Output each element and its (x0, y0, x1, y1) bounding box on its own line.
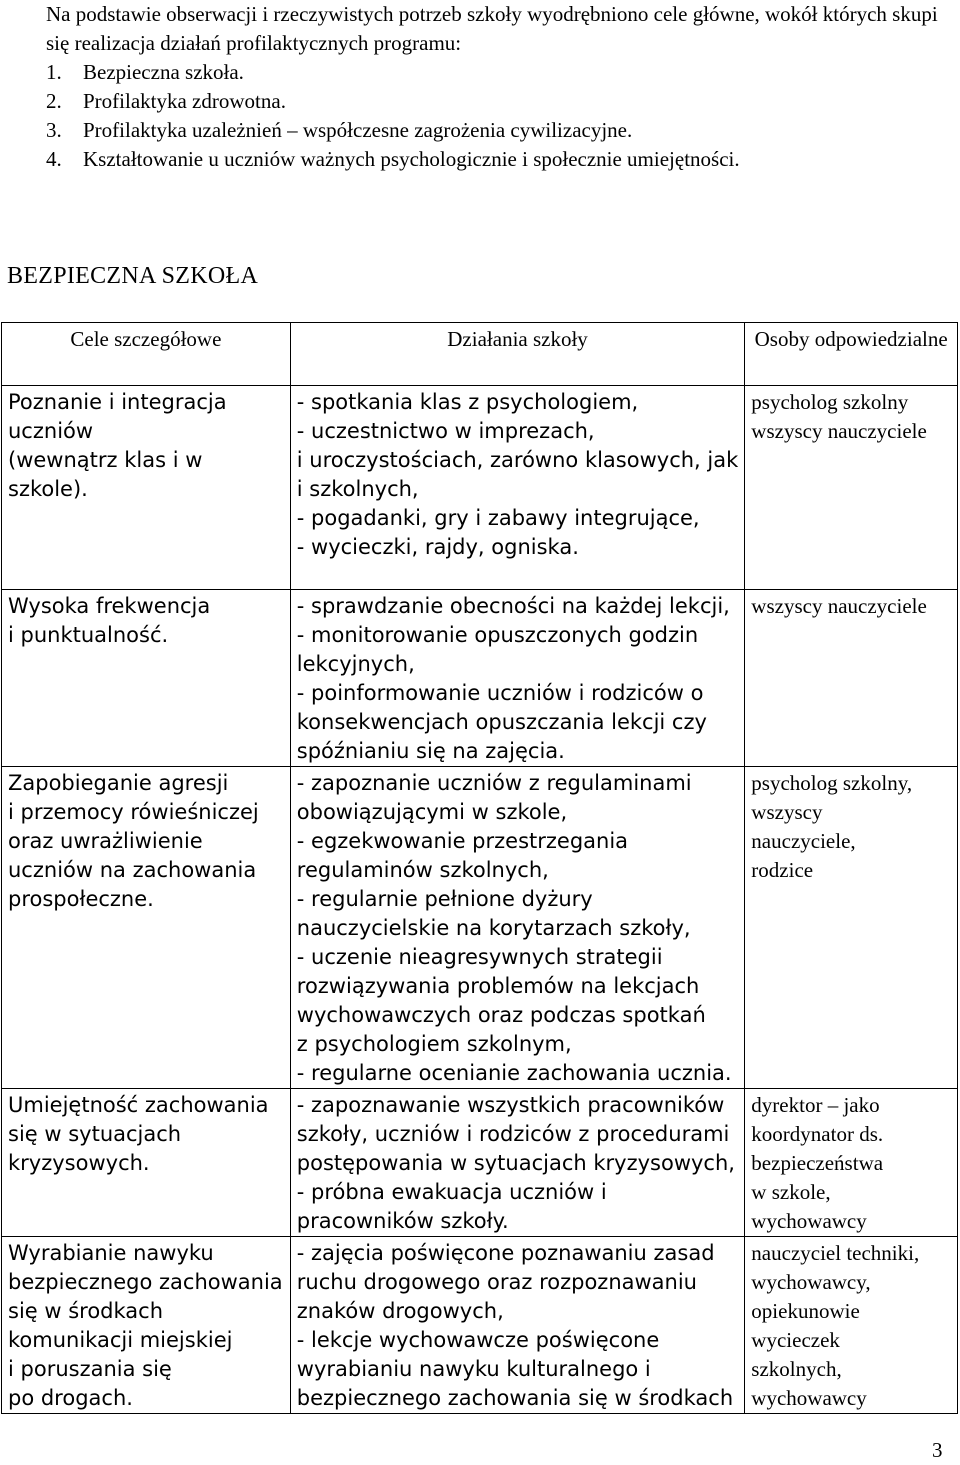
actions-cell (290, 1089, 745, 1237)
cell-line: i poruszania się (8, 1357, 172, 1381)
cell-line: oraz uwrażliwienie (8, 829, 203, 853)
cell-line: - zapoznanie uczniów z regulaminami (296, 771, 692, 795)
cell-line: obowiązującymi w szkole, (296, 800, 568, 824)
actions-cell (290, 386, 745, 590)
cell-line: psycholog szkolny (751, 390, 909, 414)
cell-line: bezpiecznego zachowania (8, 1270, 283, 1294)
goal-item: 1. Bezpieczna szkoła. (46, 60, 244, 84)
cell-line: - zajęcia poświęcone poznawaniu zasad (296, 1241, 715, 1265)
cell-line: nauczyciele, (751, 829, 856, 853)
cell-line: postępowania w sytuacjach kryzysowych, (296, 1151, 735, 1175)
intro-paragraph: Na podstawie obserwacji i rzeczywistych potrzeb szkoły wyodrębniono cele główne, wokół których skupi się realizacja działań profilaktycznych programu: (46, 2, 938, 55)
cell-line: bezpieczeństwa (751, 1151, 884, 1175)
cell-line: bezpiecznego zachowania się w środkach (296, 1386, 734, 1410)
cell-line: wychowawcy, (751, 1270, 871, 1294)
table-row (2, 1237, 958, 1414)
cell-line: z psychologiem szkolnym, (296, 1032, 572, 1056)
goal-cell (2, 767, 291, 1089)
cell-line: nauczyciel techniki, (751, 1241, 920, 1265)
responsible-cell (745, 767, 958, 1089)
cell-line: koordynator ds. (751, 1122, 884, 1146)
goal-cell (2, 590, 291, 767)
table-row (2, 767, 958, 1089)
cell-line: ruchu drogowego oraz rozpoznawaniu (296, 1270, 697, 1294)
goal-cell (2, 1237, 291, 1414)
cell-line: wychowawcy (751, 1386, 867, 1410)
actions-cell (290, 767, 745, 1089)
cell-line: się w środkach (8, 1299, 164, 1323)
cell-line: wycieczek (751, 1328, 840, 1352)
cell-line: wyrabianiu nawyku kulturalnego i (296, 1357, 651, 1381)
goal-cell (2, 386, 291, 590)
cell-line: - zapoznawanie wszystkich pracowników (296, 1093, 725, 1117)
header-responsible: Osoby odpowiedzialne (745, 323, 958, 386)
cell-line: Wysoka frekwencja (8, 594, 211, 618)
main-goals-list (46, 58, 951, 174)
cell-line: się w sytuacjach (8, 1122, 182, 1146)
cell-line: Wyrabianie nawyku (8, 1241, 214, 1265)
cell-line: - lekcje wychowawcze poświęcone (296, 1328, 660, 1352)
responsible-cell (745, 1089, 958, 1237)
cell-line: w szkole, (751, 1180, 831, 1204)
cell-line: kryzysowych. (8, 1151, 150, 1175)
responsible-cell (745, 590, 958, 767)
cell-line: pracowników szkoły. (296, 1209, 509, 1233)
cell-line: - regularnie pełnione dyżury (296, 887, 593, 911)
cell-line: Poznanie i integracja (8, 390, 227, 414)
cell-line: - pogadanki, gry i zabawy integrujące, (296, 506, 700, 530)
cell-line: rodzice (751, 858, 814, 882)
cell-line: wszyscy nauczyciele (751, 419, 927, 443)
cell-line: rozwiązywania problemów na lekcjach (296, 974, 700, 998)
cell-line: wychowawczych oraz podczas spotkań (296, 1003, 706, 1027)
cell-line: lekcyjnych, (296, 652, 415, 676)
cell-line: szkolnych, (751, 1357, 842, 1381)
cell-line: - monitorowanie opuszczonych godzin (296, 623, 699, 647)
cell-line: spóźnianiu się na zajęcia. (296, 739, 565, 763)
cell-line: uczniów na zachowania (8, 858, 257, 882)
actions-cell (290, 1237, 745, 1414)
table-row (2, 1089, 958, 1237)
goal-item: 2. Profilaktyka zdrowotna. (46, 89, 286, 113)
cell-line: - sprawdzanie obecności na każdej lekcji, (296, 594, 730, 618)
section-title: BEZPIECZNA SZKOŁA (7, 263, 259, 289)
responsible-cell (745, 1237, 958, 1414)
cell-line: - wycieczki, rajdy, ogniska. (296, 535, 579, 559)
intro-section (46, 0, 951, 174)
cell-line: - próbna ewakuacja uczniów i (296, 1180, 607, 1204)
actions-cell (290, 590, 745, 767)
table-row (2, 590, 958, 767)
cell-line: - spotkania klas z psychologiem, (296, 390, 639, 414)
page-number: 3 (932, 1438, 943, 1462)
table-header-row (2, 323, 958, 386)
cell-line: i przemocy rówieśniczej (8, 800, 259, 824)
cell-line: nauczycielskie na korytarzach szkoły, (296, 916, 691, 940)
cell-line: wychowawcy (751, 1209, 867, 1233)
cell-line: Umiejętność zachowania (8, 1093, 269, 1117)
cell-line: i szkolnych, (296, 477, 419, 501)
cell-line: wszyscy (751, 800, 823, 824)
header-actions: Działania szkoły (290, 323, 745, 386)
cell-line: uczniów (8, 419, 94, 443)
table-row (2, 386, 958, 590)
cell-line: - egzekwowanie przestrzegania (296, 829, 629, 853)
goals-table (1, 322, 958, 1414)
cell-line: Zapobieganie agresji (8, 771, 229, 795)
goal-item: 3. Profilaktyka uzależnień – współczesne zagrożenia cywilizacyjne. (46, 118, 633, 142)
cell-line: szkoły, uczniów i rodziców z procedurami (296, 1122, 730, 1146)
table-body (2, 386, 958, 1414)
cell-line: po drogach. (8, 1386, 133, 1410)
cell-line: znaków drogowych, (296, 1299, 504, 1323)
cell-line: - uczestnictwo w imprezach, (296, 419, 595, 443)
header-goals: Cele szczegółowe (2, 323, 291, 386)
cell-line: i punktualność. (8, 623, 169, 647)
goal-cell (2, 1089, 291, 1237)
cell-line: dyrektor – jako (751, 1093, 880, 1117)
cell-line: prospołeczne. (8, 887, 154, 911)
cell-line: szkole). (8, 477, 88, 501)
cell-line: wszyscy nauczyciele (751, 594, 927, 618)
cell-line: psycholog szkolny, (751, 771, 913, 795)
cell-line: - uczenie nieagresywnych strategii (296, 945, 663, 969)
responsible-cell (745, 386, 958, 590)
cell-line: (wewnątrz klas i w (8, 448, 203, 472)
goal-item: 4. Kształtowanie u uczniów ważnych psychologicznie i społecznie umiejętności. (46, 147, 740, 171)
cell-line: konsekwencjach opuszczania lekcji czy (296, 710, 707, 734)
cell-line: - poinformowanie uczniów i rodziców o (296, 681, 704, 705)
cell-line: i uroczystościach, zarówno klasowych, jak (296, 448, 739, 472)
cell-line: regulaminów szkolnych, (296, 858, 549, 882)
cell-line: - regularne ocenianie zachowania ucznia. (296, 1061, 732, 1085)
cell-line: opiekunowie (751, 1299, 860, 1323)
cell-line: komunikacji miejskiej (8, 1328, 233, 1352)
